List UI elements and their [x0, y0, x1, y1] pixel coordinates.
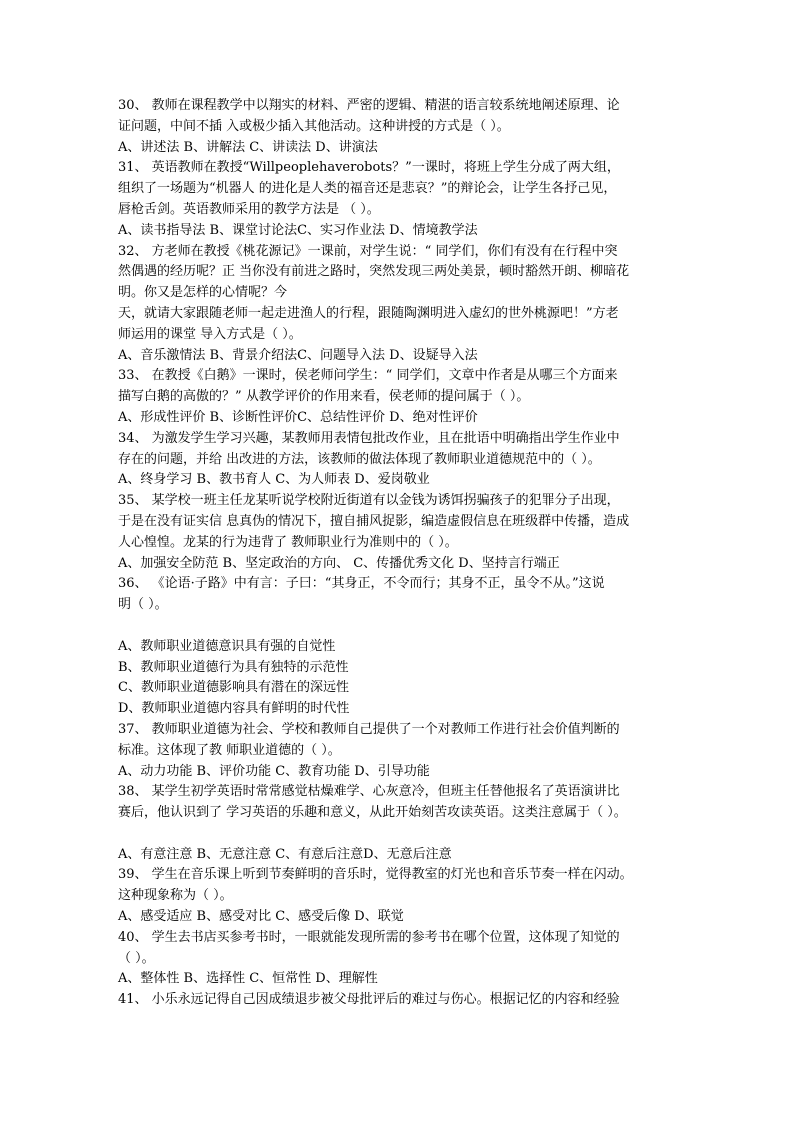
text-line: 组织了一场题为“机器人 的进化是人类的福音还是悲哀？”的辩论会，让学生各抒己见， [118, 181, 617, 197]
text-line: 30、 教师在课程教学中以翔实的材料、严密的逻辑、精湛的语言较系统地阐述原理、论 [118, 98, 620, 113]
text-line: A、加强安全防范 B、坚定政治的方向、 C、传播优秀文化 D、坚持言行端正 [118, 555, 560, 571]
text-line: A、读书指导法 B、课堂讨论法C、实习作业法 D、情境教学法 [118, 222, 478, 238]
text-line: 明（ ）。 [118, 597, 168, 613]
text-line: 38、 某学生初学英语时常常感觉枯燥难学、心灰意冷，但班主任替他报名了英语演讲比 [118, 784, 620, 800]
text-line: 证问题，中间不插 入或极少插入其他活动。这种讲授的方式是（ ）。 [118, 118, 510, 134]
text-line: 存在的问题，并给 出改进的方法，该教师的做法体现了教师职业道德规范中的（ ）。 [118, 451, 601, 467]
text-line: 32、 方老师在教授《桃花源记》一课前，对学生说：“ 同学们，你们有没有在行程中突 [118, 243, 618, 259]
text-line: A、感受适应 B、感受对比 C、感受后像 D、联觉 [118, 909, 404, 925]
text-line: 人心惶惶。龙某的行为违背了 教师职业行为准则中的（ ）。 [118, 534, 458, 550]
blank-line [118, 616, 678, 637]
text-line: A、有意注意 B、无意注意 C、有意后注意D、无意后注意 [118, 846, 452, 862]
text-line: 36、 《论语·子路》中有言：子曰：“其身正，不令而行；其身不正，虽令不从。”这说 [118, 576, 605, 592]
text-line: 35、 某学校一班主任龙某听说学校附近街道有以金钱为诱饵拐骗孩子的犯罪分子出现， [118, 493, 620, 509]
text-line: （ ）。 [118, 950, 155, 966]
text-line: 于是在没有证实信 息真伪的情况下，擅自捕风捉影，编造虚假信息在班级群中传播，造成 [118, 513, 630, 529]
text-line: 31、 英语教师在教授“Willpeoplehaverobots？”一课时，将班上学生分成了两大组， [118, 160, 620, 176]
text-line: 34、 为激发学生学习兴趣，某教师用表情包批改作业，且在批语中明确指出学生作业中 [118, 430, 620, 446]
text-line: D、教师职业道德内容具有鲜明的时代性 [118, 701, 350, 717]
text-line: A、终身学习 B、教书育人 C、为人师表 D、爱岗敬业 [118, 472, 430, 488]
text-line: 33、 在教授《白鹅》一课时，侯老师问学生：“ 同学们，文章中作者是从哪三个方面来 [118, 368, 618, 384]
text-line: 唇枪舌剑。英语教师采用的教学方法是 （ ）。 [118, 201, 380, 217]
text-line: 赛后，他认识到了 学习英语的乐趣和意义，从此开始刻苦攻读英语。这类注意属于（ ）。 [118, 805, 627, 821]
text-line: A、教师职业道德意识具有强的自觉性 [118, 638, 336, 654]
text-line: 然偶遇的经历呢？正 当你没有前进之路时，突然发现三两处美景，顿时豁然开朗、柳暗花 [118, 264, 630, 280]
text-line: A、动力功能 B、评价功能 C、教育功能 D、引导功能 [118, 763, 430, 779]
blank-line [118, 824, 678, 845]
text-line: B、教师职业道德行为具有独特的示范性 [118, 659, 349, 675]
text-line: 这种现象称为（ ）。 [118, 888, 233, 904]
text-line: A、音乐激情法 B、背景介绍法C、问题导入法 D、设疑导入法 [118, 347, 478, 363]
text-line: 37、 教师职业道德为社会、学校和教师自己提供了一个对教师工作进行社会价值判断的 [118, 721, 620, 737]
text-line: 41、 小乐永远记得自己因成绩退步被父母批评后的难过与伤心。根据记忆的内容和经验 [118, 992, 620, 1008]
text-line: C、教师职业道德影响具有潜在的深远性 [118, 680, 349, 696]
text-line: 明。你又是怎样的心情呢？今 [118, 285, 288, 301]
text-line: 标准。这体现了教 师职业道德的（ ）。 [118, 742, 341, 758]
text-line: A、形成性评价 B、诊断性评价C、总结性评价 D、绝对性评价 [118, 409, 478, 425]
text-line: 40、 学生去书店买参考书时，一眼就能发现所需的参考书在哪个位置，这体现了知觉的 [118, 929, 620, 945]
document-page [118, 96, 678, 1011]
text-line: 描写白鹅的高傲的？” 从教学评价的作用来看，侯老师的提问属于（ ）。 [118, 389, 530, 405]
text-line: 39、 学生在音乐课上听到节奏鲜明的音乐时，觉得教室的灯光也和音乐节奏一样在闪动。 [118, 867, 633, 883]
text-line: A、整体性 B、选择性 C、恒常性 D、理解性 [118, 971, 378, 987]
text-line: 天，就请大家跟随老师一起走进渔人的行程，跟随陶渊明进入虚幻的世外桃源吧！”方老 [118, 305, 619, 321]
text-line: 师运用的课堂 导入方式是（ ）。 [118, 326, 302, 342]
text-line: A、讲述法 B、讲解法 C、讲读法 D、讲演法 [118, 139, 378, 155]
